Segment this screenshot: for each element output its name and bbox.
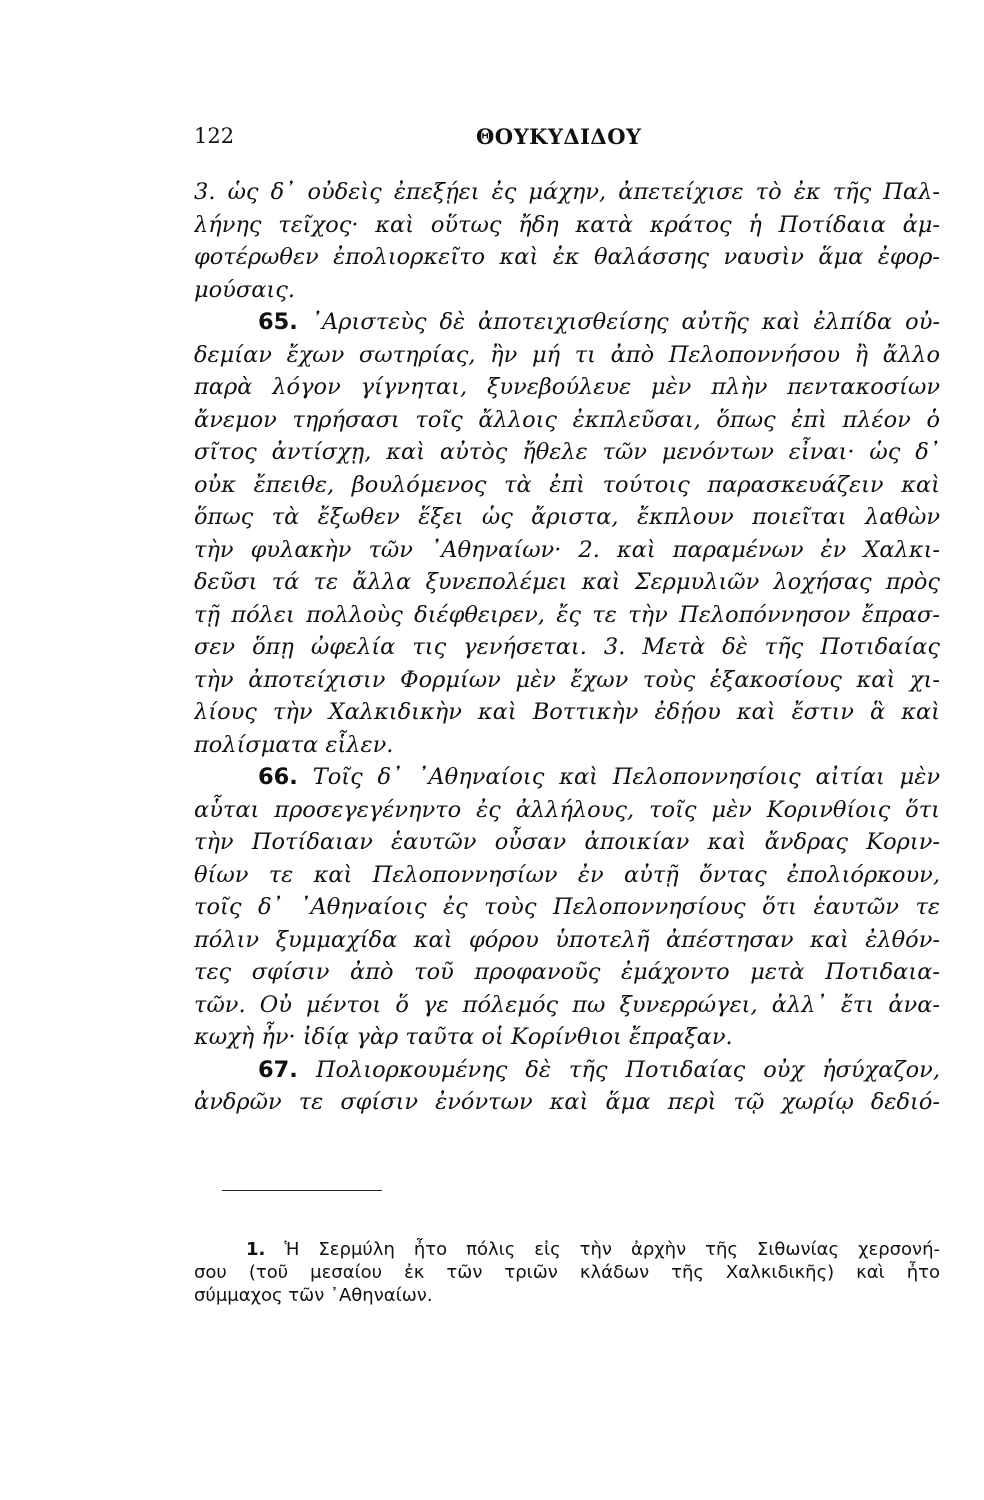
text-line: ἄνεμον τηρήσασι τοῖς ἄλλοις ἐκπλεῦσαι, ὅπως ἐπὶ πλέον ὁ xyxy=(194,406,940,433)
text-fragment: Ἡ Σερμύλη ἦτο πόλις εἰς τὴν ἀρχὴν τῆς Σιθωνίας χερσονή- xyxy=(265,1239,940,1260)
text-line: αὗται προσεγεγένηντο ἐς ἀλλήλους, τοῖς μὲν Κορινθίοις ὅτι xyxy=(194,796,940,823)
text-line: τες σφίσιν ἀπὸ τοῦ προφανοῦς ἐμάχοντο μετὰ Ποτιδαια- xyxy=(194,959,940,985)
paragraph xyxy=(194,176,940,306)
text-fragment: Τοῖς δ᾽ ᾽Αθηναίοις καὶ Πελοποννησίοις αἰτίαι μὲν xyxy=(297,764,940,790)
text-line: μούσαις. xyxy=(194,276,295,303)
text-line: 3. ὡς δ᾽ οὐδεὶς ἐπεξῄει ἐς μάχην, ἀπετείχισε τὸ ἐκ τῆς Παλ- xyxy=(194,179,940,205)
text-line: οὐκ ἔπειθε, βουλόμενος τὰ ἐπὶ τούτοις παρασκευάζειν καὶ xyxy=(194,471,940,498)
text-line: τὴν ἀποτείχισιν Φορμίων μὲν ἔχων τοὺς ἑξακοσίους καὶ χι- xyxy=(194,666,940,693)
text-line: θίων τε καὶ Πελοποννησίων ἐν αὐτῇ ὄντας ἐπολιόρκουν, xyxy=(194,861,940,888)
paragraph xyxy=(194,306,940,761)
text-line xyxy=(194,306,940,339)
text-line: πόλιν ξυμμαχίδα καὶ φόρου ὑποτελῆ ἀπέστησαν καὶ ἐλθόν- xyxy=(194,926,940,953)
text-line: ὅπως τὰ ἔξωθεν ἕξει ὡς ἄριστα, ἔκπλουν ποιεῖται λαθὼν xyxy=(194,504,940,530)
footnote-line: σύμμαχος τῶν ᾽Αθηναίων. xyxy=(194,1285,433,1306)
section-number: 66. xyxy=(258,764,298,790)
page-number: 122 xyxy=(194,124,235,148)
page-header xyxy=(194,124,940,154)
text-line: δεμίαν ἔχων σωτηρίας, ἢν μή τι ἀπὸ Πελοποννήσου ἢ ἄλλο xyxy=(194,341,940,368)
paragraph xyxy=(194,1054,940,1119)
text-line: φοτέρωθεν ἐπολιορκεῖτο καὶ ἐκ θαλάσσης ναυσὶν ἅμα ἐφορ- xyxy=(194,244,940,270)
text-line: λήνης τεῖχος· καὶ οὕτως ἤδη κατὰ κράτος ἡ Ποτίδαια ἀμ- xyxy=(194,211,940,238)
footnote-number: 1. xyxy=(246,1239,266,1260)
text-line: κωχὴ ἦν· ἰδίᾳ γὰρ ταῦτα οἱ Κορίνθιοι ἔπραξαν. xyxy=(194,1024,733,1050)
paragraph xyxy=(194,761,940,1054)
text-line: τοῖς δ᾽ ᾽Αθηναίοις ἐς τοὺς Πελοποννησίους ὅτι ἑαυτῶν τε xyxy=(194,894,940,920)
text-line: ἀνδρῶν τε σφίσιν ἐνόντων καὶ ἅμα περὶ τῷ χωρίῳ δεδιό- xyxy=(194,1089,940,1115)
section-number: 65. xyxy=(258,309,298,335)
running-title: ΘΟΥΚΥΔΙΔΟΥ xyxy=(476,124,642,149)
text-fragment: Πολιορκουμένης δὲ τῆς Ποτιδαίας οὐχ ἡσύχαζον, xyxy=(297,1056,940,1083)
text-line: τὴν Ποτίδαιαν ἑαυτῶν οὖσαν ἀποικίαν καὶ ἄνδρας Κοριν- xyxy=(194,829,940,855)
text-line: σῖτος ἀντίσχῃ, καὶ αὐτὸς ἤθελε τῶν μενόντων εἶναι· ὡς δ᾽ xyxy=(194,439,940,465)
footnote-line: σου (τοῦ μεσαίου ἐκ τῶν τριῶν κλάδων τῆς Χαλκιδικῆς) καὶ ἦτο xyxy=(194,1262,940,1283)
footnote xyxy=(194,1238,940,1307)
text-line: τῶν. Οὐ μέντοι ὅ γε πόλεμός πω ξυνερρώγει, ἀλλ᾽ ἔτι ἀνα- xyxy=(194,991,940,1018)
text-line xyxy=(194,761,940,794)
text-line: δεῦσι τά τε ἄλλα ξυνεπολέμει καὶ Σερμυλιῶν λοχήσας πρὸς xyxy=(194,569,940,595)
footnote-divider xyxy=(222,1190,382,1191)
text-line: πολίσματα εἷλεν. xyxy=(194,731,394,758)
footnote-line xyxy=(194,1238,940,1261)
text-line: παρὰ λόγον γίγνηται, ξυνεβούλευε μὲν πλὴν πεντακοσίων xyxy=(194,374,940,400)
section-number: 67. xyxy=(258,1056,298,1083)
text-line: σεν ὅπῃ ὠφελία τις γενήσεται. 3. Μετὰ δὲ τῆς Ποτιδαίας xyxy=(194,634,940,660)
text-line: λίους τὴν Χαλκιδικὴν καὶ Βοττικὴν ἐδῄου καὶ ἔστιν ἃ καὶ xyxy=(194,699,940,725)
text-fragment: ᾽Αριστεὺς δὲ ἀποτειχισθείσης αὐτῆς καὶ ἐλπίδα οὐ- xyxy=(297,309,940,335)
text-line: τὴν φυλακὴν τῶν ᾽Αθηναίων· 2. καὶ παραμένων ἐν Χαλκι- xyxy=(194,536,940,563)
main-text xyxy=(194,176,940,1119)
text-line xyxy=(194,1054,940,1087)
text-line: τῇ πόλει πολλοὺς διέφθειρεν, ἔς τε τὴν Πελοπόννησον ἔπρασ- xyxy=(194,601,940,628)
